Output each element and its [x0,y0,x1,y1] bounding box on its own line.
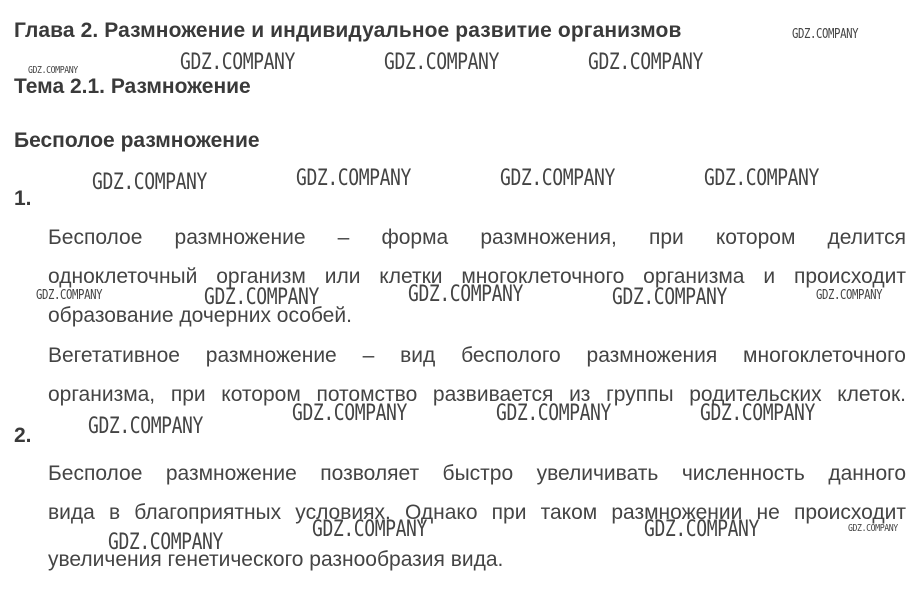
watermark: GDZ.COMPANY [312,517,427,542]
watermark: GDZ.COMPANY [704,166,819,191]
watermark: GDZ.COMPANY [496,401,611,426]
watermark: GDZ.COMPANY [296,166,411,191]
paragraph-line: одноклеточный организм или клетки многоклеточного организма и происходит [48,265,906,288]
paragraph-line: увеличения генетического разнообразия вида. [48,548,504,571]
watermark: GDZ.COMPANY [36,288,103,303]
watermark: GDZ.COMPANY [848,523,898,534]
watermark: GDZ.COMPANY [644,517,759,542]
watermark: GDZ.COMPANY [408,282,523,307]
topic-title: Тема 2.1. Размножение [14,75,251,98]
item-number: 2. [14,424,32,447]
watermark: GDZ.COMPANY [816,288,883,303]
watermark: GDZ.COMPANY [292,401,407,426]
watermark: GDZ.COMPANY [588,50,703,75]
watermark: GDZ.COMPANY [500,166,615,191]
paragraph-line: Бесполое размножение позволяет быстро увеличивать численность данного [48,462,906,485]
watermark: GDZ.COMPANY [612,285,727,310]
watermark: GDZ.COMPANY [792,27,859,42]
watermark: GDZ.COMPANY [92,170,207,195]
watermark: GDZ.COMPANY [108,530,223,555]
section-title: Бесполое размножение [14,129,260,152]
chapter-title: Глава 2. Размножение и индивидуальное развитие организмов [14,19,682,42]
paragraph-line: образование дочерних особей. [48,304,352,327]
paragraph-line: Бесполое размножение – форма размножения, при котором делится [48,226,906,249]
item-number: 1. [14,187,32,210]
watermark: GDZ.COMPANY [204,285,319,310]
paragraph-line: вида в благоприятных условиях. Однако при таком размножении не происходит [48,501,906,524]
paragraph-line: организма, при котором потомство развивается из группы родительских клеток. [48,383,906,406]
watermark: GDZ.COMPANY [700,401,815,426]
watermark: GDZ.COMPANY [180,50,295,75]
paragraph-line: Вегетативное размножение – вид бесполого размножения многоклеточного [48,344,906,367]
watermark: GDZ.COMPANY [28,65,78,76]
watermark: GDZ.COMPANY [384,50,499,75]
watermark: GDZ.COMPANY [88,414,203,439]
